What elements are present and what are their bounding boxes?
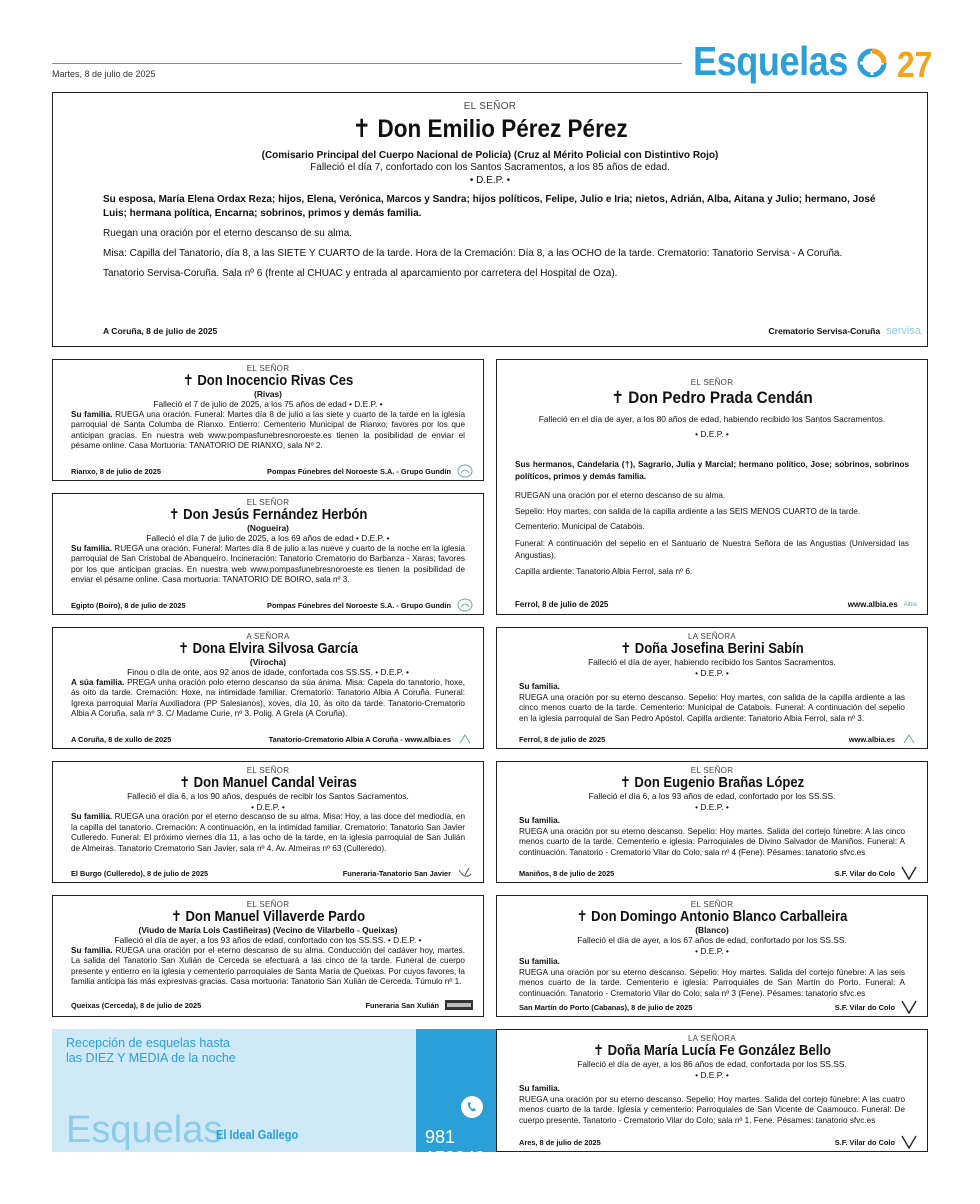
obituary-body (71, 410, 465, 452)
obituary-berini (496, 627, 928, 749)
obituary-text: RUEGA una oración por el eterno descanso de su alma. Conducción del cadáver hoy, martes. La salida del Tanatorio San Xulián de Cerceda se efectuará a las cinco de la tarde. Funeral de cuerpo presente y entierro en la iglesia y cementerio parroquiales de Santa María de Queixas. Por cuyos favores, la familia anticipa las más expresivas gracias. Casa mortuoria: Tanatorio San Xulián de Cerceda. Túmulo nº 1. (71, 945, 465, 987)
deceased-name: ✝ Don Domingo Antonio Blanco Carballeira (576, 909, 848, 925)
obituary-body (71, 678, 465, 720)
servisa-logo: servisa (886, 325, 921, 337)
family-label: A súa familia. (71, 677, 125, 687)
death-notice: Falleció el día 7, confortado con los Santos Sacramentos, a los 85 años de edad. (310, 162, 670, 173)
death-notice: Falleció el día de ayer, a los 86 años de edad, confortada por los SS.SS. (577, 1059, 847, 1069)
obituary-text: RUEGA una oración por su eterno descanso. Sepelio: Hoy martes. Salida del cortejo fúnebre: A las cuatro menos cuarto de la tarde. Iglesia y cementerio: Parroquiales de San Vicente de Caamouco. Funeral: De cuerpo presente. Tanatorio - Crematorio Vilar do Colo; sala nº 1. Fene. Pésames: tanatorio sfvc.es (519, 1094, 905, 1125)
obituary-footer (71, 598, 473, 612)
obituary-footer (71, 464, 473, 478)
obituary-footer (519, 732, 917, 746)
deceased-alias: (Rivas) (254, 389, 282, 399)
obituary-label: EL SEÑOR (690, 378, 734, 387)
prayer-request: Ruegan una oración por el eterno descanso de su alma. (103, 228, 353, 239)
footer-funeral-home: S.F. Vilar do Colo (834, 1002, 895, 1012)
dep-mark: • D.E.P. • (695, 801, 729, 812)
obituary-text: RUEGA una oración. Funeral: Martes día 8 de julio a las nueve y cuarto de la noche en la iglesia parroquial de San Cristobal de Abanqueiro. Incineración: Tanatorio Crematorio do Barbanza - Xaras; favores por los que anticipan gracias. En nuestra web www.pompasfunebresnoroeste.es tienen la posibilidad de enviar el pésame online. Casa mortuoria: TANATORIO DE BOIRO, sala nº 3. (71, 543, 465, 585)
obituary-text: RUEGA una oración por su eterno descanso. Sepelio: Hoy martes, con salida de la capilla ardiente a las cinco menos cuarto de la tarde. Cementerio: Municipal de Catabois. Funeral: A continuación del sepelio en la iglesia parroquial de San Pedro Apóstol. Capilla ardiente: Tanatorio Albia Ferrol, sala nº 3. (519, 692, 905, 723)
footer-funeral-home: Crematorio Servisa-Coruña (768, 326, 881, 336)
obituary-footer (71, 866, 473, 880)
vilar-do-colo-logo-icon (901, 1135, 917, 1149)
prayer-request: RUEGAN una oración por el eterno descanso de su alma. (515, 491, 726, 500)
death-notice: Falleció en el día de ayer, a los 80 años de edad, habiendo recibido los Santos Sacramentos. (538, 414, 886, 424)
funeral-details: Funeral: A continuación del sepelio en el Santuario de Nuestra Señora de las Angustias (Universidad las Angustias). (515, 538, 909, 560)
obituary-rivas (52, 359, 484, 481)
footer-place-date: Egipto (Boiro), 8 de julio de 2025 (71, 600, 186, 610)
family-label: Su familia. (71, 945, 113, 955)
dep-mark: • D.E.P. • (251, 801, 285, 812)
footer-funeral-home: www.albia.es (848, 734, 895, 744)
deceased-name: ✝ Doña Josefina Berini Sabín (620, 641, 804, 657)
footer-place-date: A Coruña, 8 de xullo de 2025 (71, 734, 172, 744)
ad-line-2: las DIEZ Y MEDIA de la noche (66, 1051, 236, 1065)
vilar-do-colo-logo-icon (901, 1000, 917, 1014)
obituary-text: RUEGA una oración por su eterno descanso. Sepelio: Hoy martes. Salida del cortejo fúnebre: A las cinco menos cuarto de la tarde. Cementerio e iglesia: Parroquiales de Divino Salvador de Maniños. Funeral: A continuación. Tanatorio - Crematorio Vilar do Colo; sala nº 4 (Fene). Pésames: tanatorio sfvc.es (519, 826, 905, 857)
dep-mark: • D.E.P. • (695, 1069, 729, 1080)
family-label: Su familia. (71, 812, 113, 821)
deceased-alias: (Nogueira) (247, 523, 289, 533)
family-label: Su familia. (71, 409, 113, 419)
dep-mark: • D.E.P. • (469, 175, 511, 186)
obituary-body (519, 1084, 905, 1126)
whatsapp-icon (460, 1095, 484, 1119)
death-notice: Falleció el 7 de julio de 2025, a los 75 años de edad • D.E.P. • (153, 399, 383, 409)
dep-mark: • D.E.P. • (695, 945, 729, 956)
family-list: Sus hermanos, Candelaria (†), Sagrario, Julia y Marcial; hermano político, Jose; sobrinos, sobrinos políticos, primos y demás familia. (515, 460, 909, 481)
family-list: Su esposa, María Elena Ordax Reza; hijos, Elena, Verónica, Marcos y Sandra; hijos políticos, Felipe, Julio e Iria; nietos, Adrián, Alba, Aitana y Julio; hermano, José Luis; hermana política, Encarna; sobrinos, primos y demás familia. (103, 194, 876, 219)
obituary-herbon (52, 493, 484, 615)
footer-place-date: A Coruña, 8 de julio de 2025 (103, 326, 218, 336)
family-label: Su familia. (71, 543, 112, 553)
obituary-label: EL SEÑOR (463, 101, 517, 112)
deceased-name: ✝ Don Manuel Candal Veiras (179, 775, 357, 791)
deceased-alias: (Blanco) (695, 925, 729, 935)
deceased-name: ✝ Doña María Lucía Fe González Bello (593, 1043, 831, 1059)
obituary-label: EL SEÑOR (690, 766, 734, 775)
deceased-alias: (Virocha) (249, 657, 287, 667)
obituary-body (71, 544, 465, 586)
obituary-fe (496, 1029, 928, 1152)
obituary-text: RUEGA una oración por su eterno descanso. Sepelio: Hoy martes. Salida del cortejo fúnebre: A las seis menos cuarto de la tarde. Cementerio e iglesia: Parroquiales de San Martín do Porto. Funeral: A continuación. Tanatorio - Crematorio Vilar do Colo; sala nº 3 (Fene). Pésames: tanatorio sfvc.es (519, 967, 905, 998)
dep-mark: • D.E.P. • (695, 667, 729, 678)
footer-place-date: Maniños, 8 de julio de 2025 (519, 868, 615, 878)
obituary-body (519, 816, 905, 858)
obituary-body (519, 957, 905, 999)
obituary-text: RUEGA una oración. Funeral: Martes día 8 de julio a las siete y cuarto de la tarde en la iglesia parroquial de Santa Columba de Rianxo. Entierro: Cementerio Municipal de Rianxo; favores por los que anticipan gracias. En nuestra web www.pompasfunebresnoroeste.es tienen la posibilidad de enviar el pésame online. Casa Mortuoria: TANATORIO DE RIANXO, sala Nº 2. (71, 409, 466, 451)
gundin-logo-icon (457, 464, 473, 478)
death-notice: Falleció el día de ayer, a los 93 años de edad, confortado con los SS.SS. • D.E.P. • (114, 935, 422, 945)
obituary-footer (71, 1000, 473, 1010)
esquelas-ad (52, 1029, 486, 1168)
footer-funeral-home: Pompas Fúnebres del Noroeste S.A. - Grupo Gundín (267, 600, 451, 610)
burial-details: Sepelio: Hoy martes, con salida de la capilla ardiente a las SEIS MENOS CUARTO de la tarde. (515, 506, 861, 516)
vilar-do-colo-logo-icon (901, 866, 917, 880)
albia-logo: Albia (903, 601, 917, 608)
death-notice: Falleció el día de ayer, habiendo recibido los Santos Sacramentos. (588, 657, 836, 667)
header-rule (52, 63, 682, 64)
deceased-title: (Comisario Principal del Cuerpo Nacional de Policía) (Cruz al Mérito Policial con Distintivo Rojo) (261, 150, 719, 161)
footer-funeral-home: S.F. Vilar do Colo (834, 868, 895, 878)
obituary-label: LA SEÑORA (687, 632, 737, 641)
death-notice: Falleció el día de ayer, a los 67 años de edad, confortado por los SS.SS. (577, 935, 847, 945)
obituary-body (71, 812, 465, 854)
footer-place-date: Queixas (Cerceda), 8 de julio de 2025 (71, 1000, 202, 1010)
obituary-text: RUEGA una oración por el eterno descanso de su alma. Misa: Hoy, a las doce del mediodía, en la capilla del tanatorio. Cremación: A continuación, en la intimidad familiar. Crematorio: Tanatorio San Javier Culleredo. Funeral: El próximo viernes día 11, a las ocho de la tarde, en la iglesia parroquial de San Julián de Almeiras. Tanatorio Crematorio San Javier, sala nº 4. Av. Almeiras nº 63 (Culleredo). (71, 812, 465, 853)
ad-newspaper-logo: El Ideal Gallego (216, 1127, 299, 1142)
footer-funeral-home: Funeraria San Xulián (365, 1000, 439, 1010)
obituary-label: A SEÑORA (246, 632, 290, 641)
obituary-body (71, 946, 465, 988)
footer-place-date: Ares, 8 de julio de 2025 (519, 1137, 601, 1147)
albia-logo-icon (457, 732, 473, 746)
obituary-label: LA SEÑORA (687, 1034, 737, 1043)
deceased-name: ✝ Don Manuel Villaverde Pardo (170, 909, 366, 925)
obituary-prada (496, 359, 928, 615)
deceased-name: ✝ Don Eugenio Brañas López (619, 775, 805, 791)
footer-place-date: Ferrol, 8 de julio de 2025 (515, 600, 609, 609)
deceased-name: ✝ Don Jesús Fernández Herbón (168, 507, 368, 523)
page-number: 27 (897, 44, 933, 85)
footer-place-date: San Martín do Porto (Cabanas), 8 de julio de 2025 (519, 1002, 693, 1012)
obituary-footer (103, 325, 921, 337)
footer-place-date: Rianxo, 8 de julio de 2025 (71, 466, 161, 476)
obituary-footer (519, 1135, 917, 1149)
obituary-body (519, 682, 905, 724)
ad-line-1: Recepción de esquelas hasta (66, 1036, 231, 1050)
obituary-label: EL SEÑOR (246, 900, 290, 909)
deceased-name: ✝ Don Inocencio Rivas Ces (182, 373, 354, 389)
albia-logo-icon (901, 732, 917, 746)
section-logo-icon (857, 48, 887, 78)
death-notice: Falleció el día 6, a los 90 años, después de recibir los Santos Sacramentos. (127, 791, 409, 801)
main-obituary (52, 92, 928, 347)
header-date: Martes, 8 de julio de 2025 (52, 69, 156, 79)
obituary-villaverde (52, 895, 484, 1017)
footer-funeral-home: www.albia.es (847, 600, 898, 609)
deceased-name: ✝ Don Emilio Pérez Pérez (352, 115, 628, 143)
deceased-name: ✝ Don Pedro Prada Cendán (611, 388, 813, 407)
footer-funeral-home: Funeraria-Tanatorio San Javier (342, 868, 451, 878)
ad-phone-number[interactable]: 981 173040 (425, 1127, 486, 1168)
cemetery-details: Cementerio: Municipal de Catabois. (515, 522, 645, 532)
obituary-label: EL SEÑOR (246, 498, 290, 507)
obituary-candal (52, 761, 484, 883)
obituary-label: EL SEÑOR (246, 364, 290, 373)
footer-funeral-home: S.F. Vilar do Colo (834, 1137, 895, 1147)
family-label: Su familia. (519, 682, 560, 691)
obituary-footer (519, 1000, 917, 1014)
deceased-alias: (Viudo de María Lois Castiñeiras) (Vecino de Vilarbello - Queixas) (138, 925, 398, 935)
obituary-footer (515, 600, 917, 609)
obituary-label: EL SEÑOR (690, 900, 734, 909)
footer-funeral-home: Tanatorio-Crematorio Albia A Coruña - www.albia.es (268, 734, 451, 744)
gundin-logo-icon (457, 598, 473, 612)
family-label: Su familia. (519, 816, 560, 825)
footer-funeral-home: Pompas Fúnebres del Noroeste S.A. - Grupo Gundín (267, 466, 451, 476)
family-label: Su familia. (519, 957, 560, 966)
obituary-branas (496, 761, 928, 883)
death-notice: Falleció el día 7 de julio de 2025, a los 69 años de edad • D.E.P. • (146, 533, 390, 543)
mass-details: Misa: Capilla del Tanatorio, día 8, a las SIETE Y CUARTO de la tarde. Hora de la Cremación: Día 8, a las OCHO de la tarde. Crematorio: Tanatorio Servisa - A Coruña. (103, 248, 843, 259)
family-label: Su familia. (519, 1084, 560, 1093)
obituary-footer (71, 732, 473, 746)
obituary-silvosa (52, 627, 484, 749)
location-details: Tanatorio Servisa-Coruña. Sala nº 6 (frente al CHUAC y entrada al aparcamiento por carretera del Hospital de Oza). (103, 268, 618, 279)
obituary-label: EL SEÑOR (246, 766, 290, 775)
dove-logo-icon (457, 866, 473, 880)
footer-place-date: El Burgo (Culleredo), 8 de julio de 2025 (71, 868, 209, 878)
obituary-footer (519, 866, 917, 880)
dep-mark: • D.E.P. • (695, 428, 729, 439)
death-notice: Falleció el día 6, a los 93 años de edad, confortado por los SS.SS. (588, 791, 836, 801)
obituary-text: PREGA unha oración polo eterno descanso da súa ánima. Misa: Capela do tanatorio, hoxe, ás oito da tarde. Cremación: Hoxe, na intimidade familiar. Crematorio: Tanatorio Albia A Coruña. Funeral: Igrexa parroquial María Auxiliadora (PP Salesianos), xoves, día 10, ás oito da tarde. Tanatorio-Crematorio Albia A Coruña, sala nº 3. C/ Madame Curie, nº 3. Polig. A Grela (A Coruña). (71, 677, 465, 719)
footer-place-date: Ferrol, 8 de julio de 2025 (519, 734, 606, 744)
death-notice: Finou o día de onte, aos 92 anos de idade, confortada cos SS.SS. • D.E.P. • (127, 667, 409, 677)
obituary-blanco (496, 895, 928, 1017)
ad-brand: Esquelas (66, 1109, 223, 1151)
san-xulian-logo-icon (445, 1000, 473, 1010)
chapel-details: Capilla ardiente: Tanatorio Albia Ferrol, sala nº 6. (515, 566, 693, 576)
ad-text (66, 1036, 236, 1066)
section-title: Esquelas (693, 38, 848, 84)
deceased-name: ✝ Dona Elvira Silvosa García (178, 641, 358, 657)
